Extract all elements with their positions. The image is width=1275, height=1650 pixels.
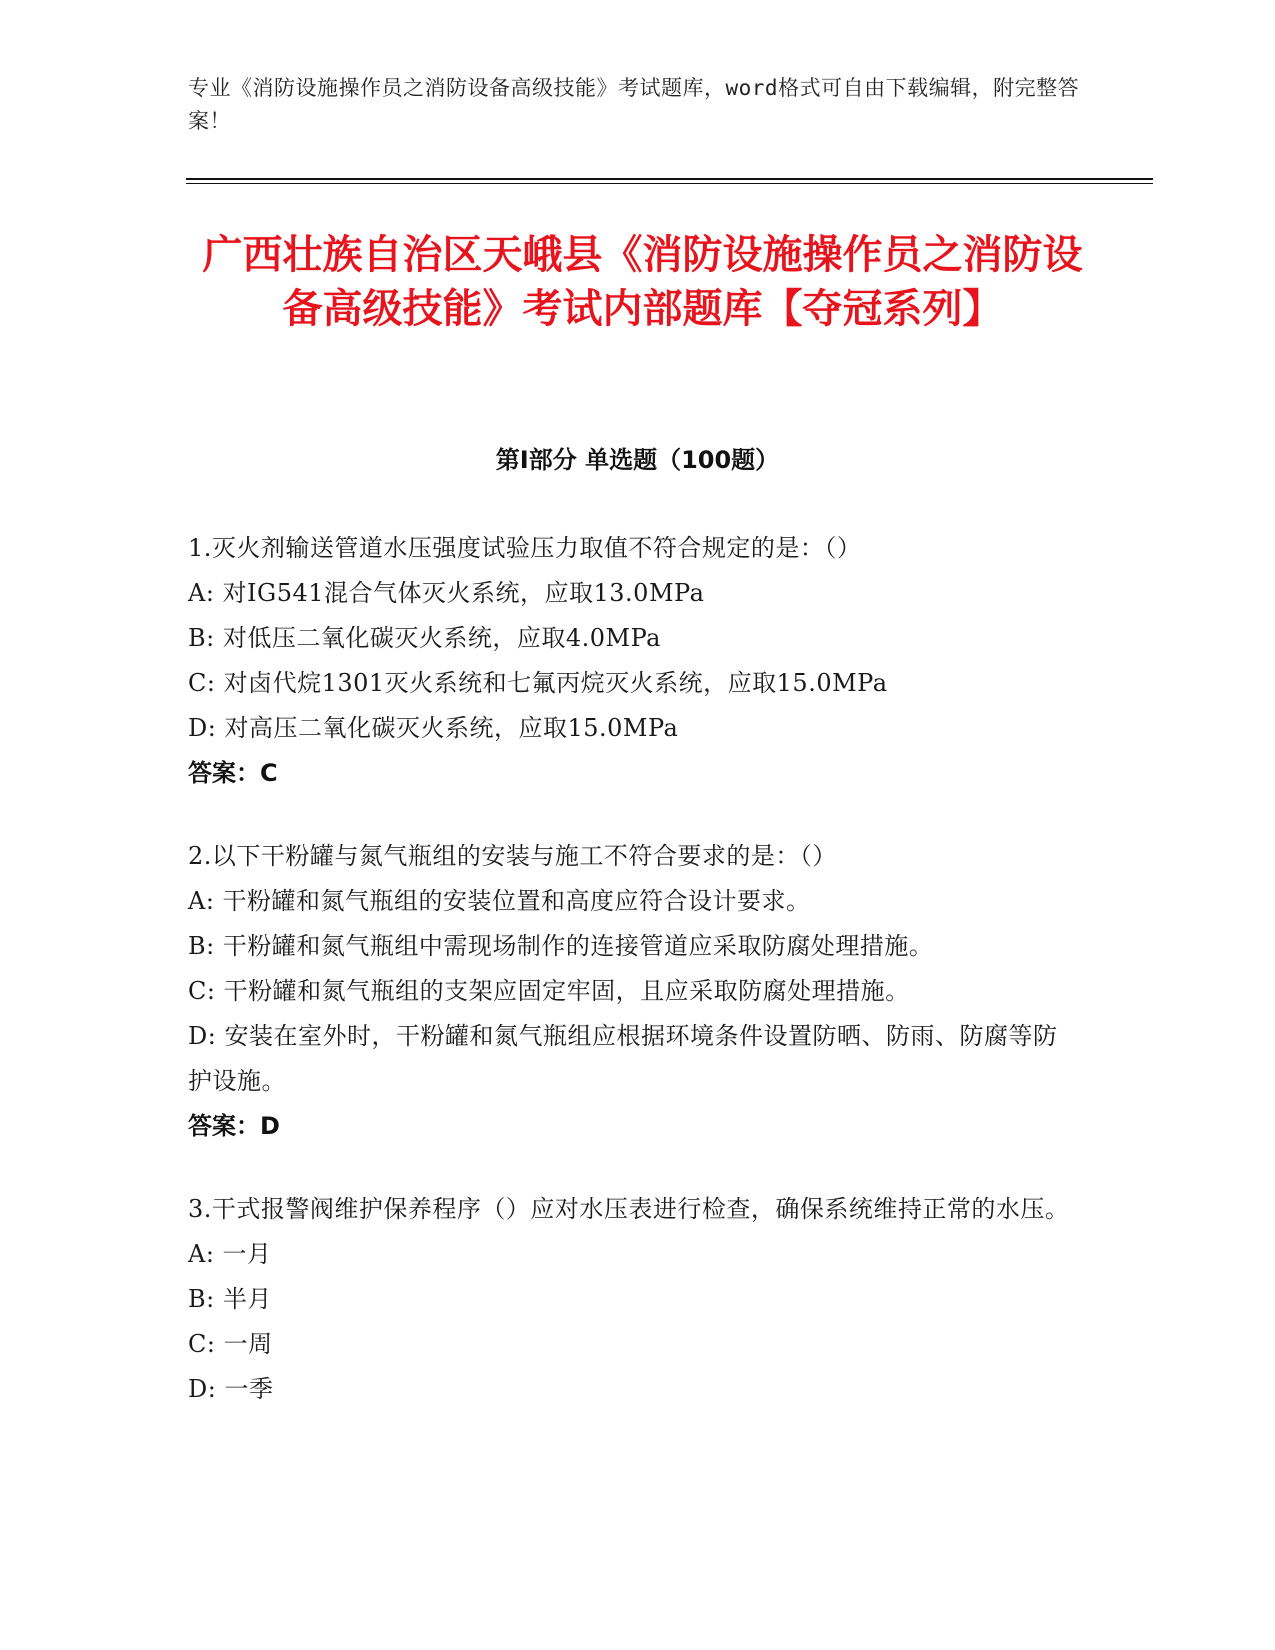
header-divider-thin xyxy=(186,183,1153,184)
question-2 xyxy=(188,834,1078,1149)
header-divider-thick xyxy=(186,178,1153,180)
option-d: D: 对高压二氧化碳灭火系统，应取15.0MPa xyxy=(188,714,679,742)
question-1 xyxy=(188,526,1078,796)
option-a: A: 干粉罐和氮气瓶组的安装位置和高度应符合设计要求。 xyxy=(188,887,811,915)
option-b: B: 对低压二氧化碳灭火系统，应取4.0MPa xyxy=(188,624,661,652)
option-a: A: 一月 xyxy=(188,1240,272,1268)
question-stem: 2.以下干粉罐与氮气瓶组的安装与施工不符合要求的是：（） xyxy=(188,842,837,870)
option-b: B: 半月 xyxy=(188,1285,272,1313)
option-a: A: 对IG541混合气体灭火系统，应取13.0MPa xyxy=(188,579,705,607)
question-stem: 3.干式报警阀维护保养程序（）应对水压表进行检查，确保系统维持正常的水压。 xyxy=(188,1195,1070,1223)
question-stem: 1.灭火剂输送管道水压强度试验压力取值不符合规定的是：（） xyxy=(188,534,862,562)
option-c: C: 对卤代烷1301灭火系统和七氟丙烷灭火系统，应取15.0MPa xyxy=(188,669,888,697)
answer-text: 答案：D xyxy=(188,1112,280,1140)
option-d: D: 一季 xyxy=(188,1375,274,1403)
header-note: 专业《消防设施操作员之消防设备高级技能》考试题库，word格式可自由下载编辑，附完整答案！ xyxy=(188,76,1080,133)
option-b: B: 干粉罐和氮气瓶组中需现场制作的连接管道应采取防腐处理措施。 xyxy=(188,932,934,960)
section-heading: 第Ⅰ部分 单选题（100题） xyxy=(495,446,780,474)
question-list xyxy=(188,526,1078,1450)
document-title: 广西壮族自治区天峨县《消防设施操作员之消防设备高级技能》考试内部题库【夺冠系列】 xyxy=(202,232,1083,332)
question-3 xyxy=(188,1187,1078,1412)
option-d: D: 安装在室外时，干粉罐和氮气瓶组应根据环境条件设置防晒、防雨、防腐等防护设施。 xyxy=(188,1022,1058,1095)
option-c: C: 干粉罐和氮气瓶组的支架应固定牢固，且应采取防腐处理措施。 xyxy=(188,977,910,1005)
option-c: C: 一周 xyxy=(188,1330,273,1358)
answer-text: 答案：C xyxy=(188,759,278,787)
